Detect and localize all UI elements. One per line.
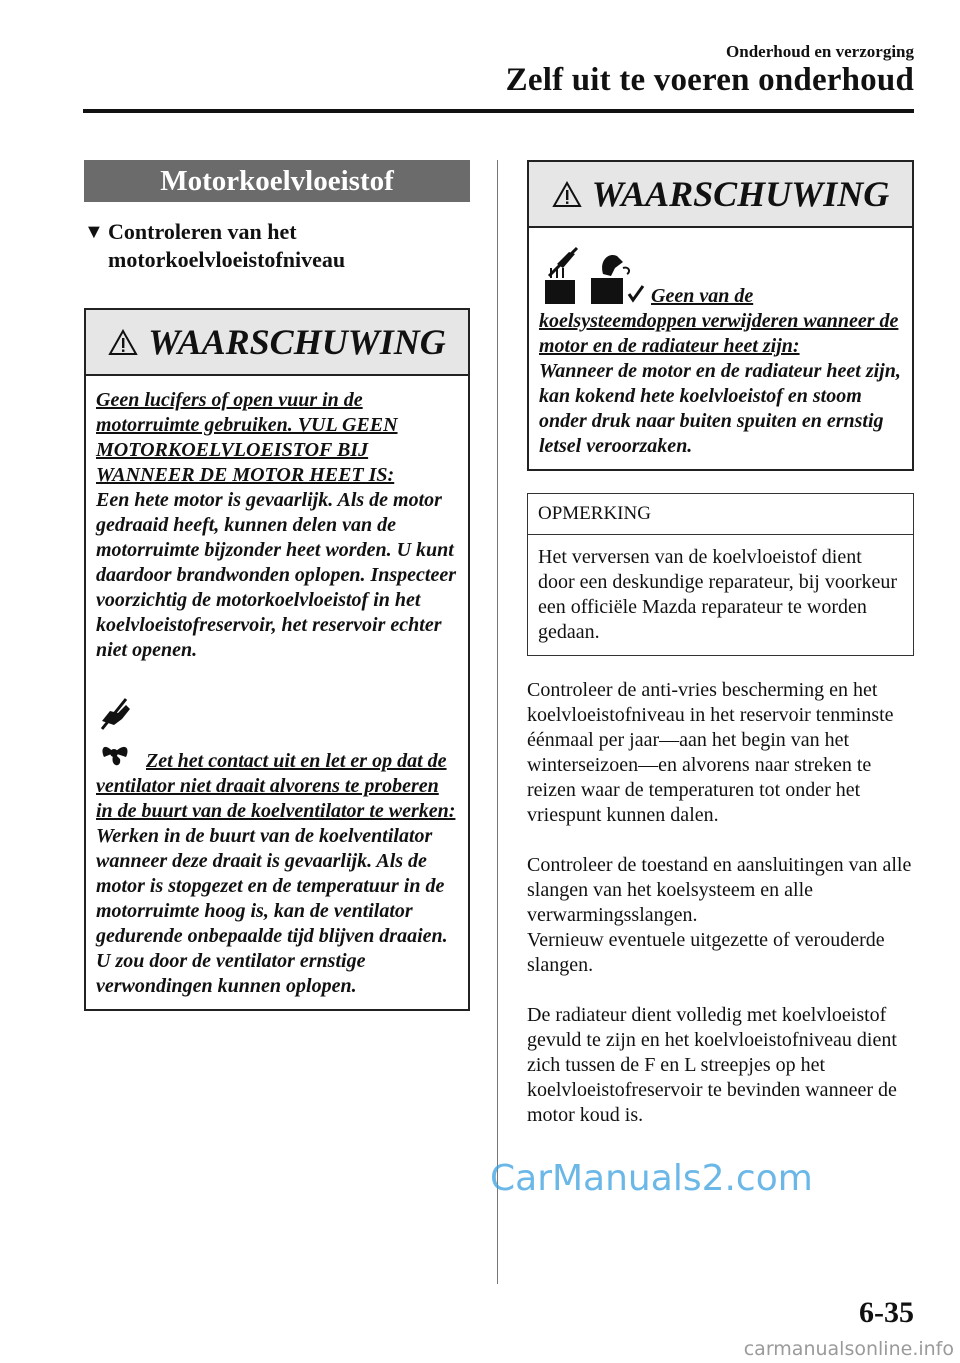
warning-label: WAARSCHUWING (148, 322, 446, 362)
page-number: 6-35 (859, 1296, 914, 1329)
warning-text-fan: Werken in de buurt van de koelventilator wanneer deze draait is gevaarlijk. Als de motor is stopgezet en de temperatuur in de motorruimte hoog is, kan de ventilator gedurende onbepaalde tijd blijven draaien. U zou door de ventilator ernstige verwondingen kunnen oplopen. (96, 825, 448, 997)
warning-text-fire: Een hete motor is gevaarlijk. Als de motor gedraaid heeft, kunnen delen van de motorruimte bijzonder heet worden. U kunt daardoor brandwonden oplopen. Inspecteer voorzichtig de motorkoelvloeistof in het koelvloeistofreservoir, het reservoir echter niet openen. (96, 489, 457, 661)
paragraph-hoses: Controleer de toestand en aansluitingen van alle slangen van het koelsysteem en alle verwarmingsslangen. (527, 854, 912, 926)
paragraph-radiator: De radiateur dient volledig met koelvloeistof gevuld te zijn en het koelvloeistofniveau dient zich tussen de F en L streepjes op het koelvloeistofreservoir te bevinden wanneer de motor koud is. (527, 1004, 897, 1126)
cool-engine-check-icon (589, 246, 645, 306)
note-header: OPMERKING (528, 494, 913, 535)
warning-body (529, 228, 912, 469)
right-column (527, 160, 914, 1128)
warning-header (529, 162, 912, 228)
warning-triangle-icon (108, 329, 138, 356)
column-divider (497, 160, 498, 1284)
header-divider (83, 109, 914, 113)
warning-heading-fan: Zet het contact uit en let er op dat de ventilator niet draait alvorens te proberen in de buurt van de koelventilator te werken: (96, 750, 456, 822)
watermark-carmanualsonline: carmanualsonline.info (743, 1338, 954, 1360)
watermark-carmanuals2: CarManuals2.com (490, 1158, 813, 1199)
warning-box-engine (84, 308, 470, 1011)
section-title-band: Motorkoelvloeistof (84, 160, 470, 202)
warning-label: WAARSCHUWING (591, 174, 890, 214)
no-hand-fan-icon (96, 697, 136, 771)
note-box (527, 493, 914, 656)
warning-text-caps: Wanneer de motor en de radiateur heet zijn, kan kokend hete koelvloeistof en stoom onder druk naar buiten spuiten en ernstig letsel veroorzaken. (539, 360, 901, 457)
subheading (84, 218, 470, 274)
triangle-marker-icon: ▼ (84, 221, 104, 243)
no-open-cap-icon (539, 246, 583, 306)
page-title: Zelf uit te voeren onderhoud (505, 62, 914, 98)
chapter-label: Onderhoud en verzorging (726, 42, 914, 61)
warning-triangle-icon (552, 181, 582, 208)
paragraph-antifreeze: Controleer de anti-vries bescherming en het koelvloeistofniveau in het reservoir tenminste éénmaal per jaar—aan het begin van het winterseizoen—en alvorens naar streken te reizen waar de temperaturen tot onder het vriespunt kunnen dalen. (527, 679, 894, 826)
warning-box-caps (527, 160, 914, 471)
left-column (84, 160, 470, 1011)
subheading-text: Controleren van het motorkoelvloeistofniveau (108, 219, 346, 272)
warning-heading-caps: Geen van de koelsysteemdoppen verwijderen wanneer de motor en de radiateur heet zijn: (539, 285, 899, 357)
note-body: Het verversen van de koelvloeistof dient door een deskundige reparateur, bij voorkeur een officiële Mazda reparateur te worden gedaan. (538, 546, 898, 643)
warning-header (86, 310, 468, 376)
warning-body (86, 376, 468, 1009)
paragraph-replace-hoses: Vernieuw eventuele uitgezette of verouderde slangen. (527, 929, 885, 976)
warning-heading-fire: Geen lucifers of open vuur in de motorruimte gebruiken. VUL GEEN MOTORKOELVLOEISTOF BIJ WANNEER DE MOTOR HEET IS: (96, 389, 398, 486)
